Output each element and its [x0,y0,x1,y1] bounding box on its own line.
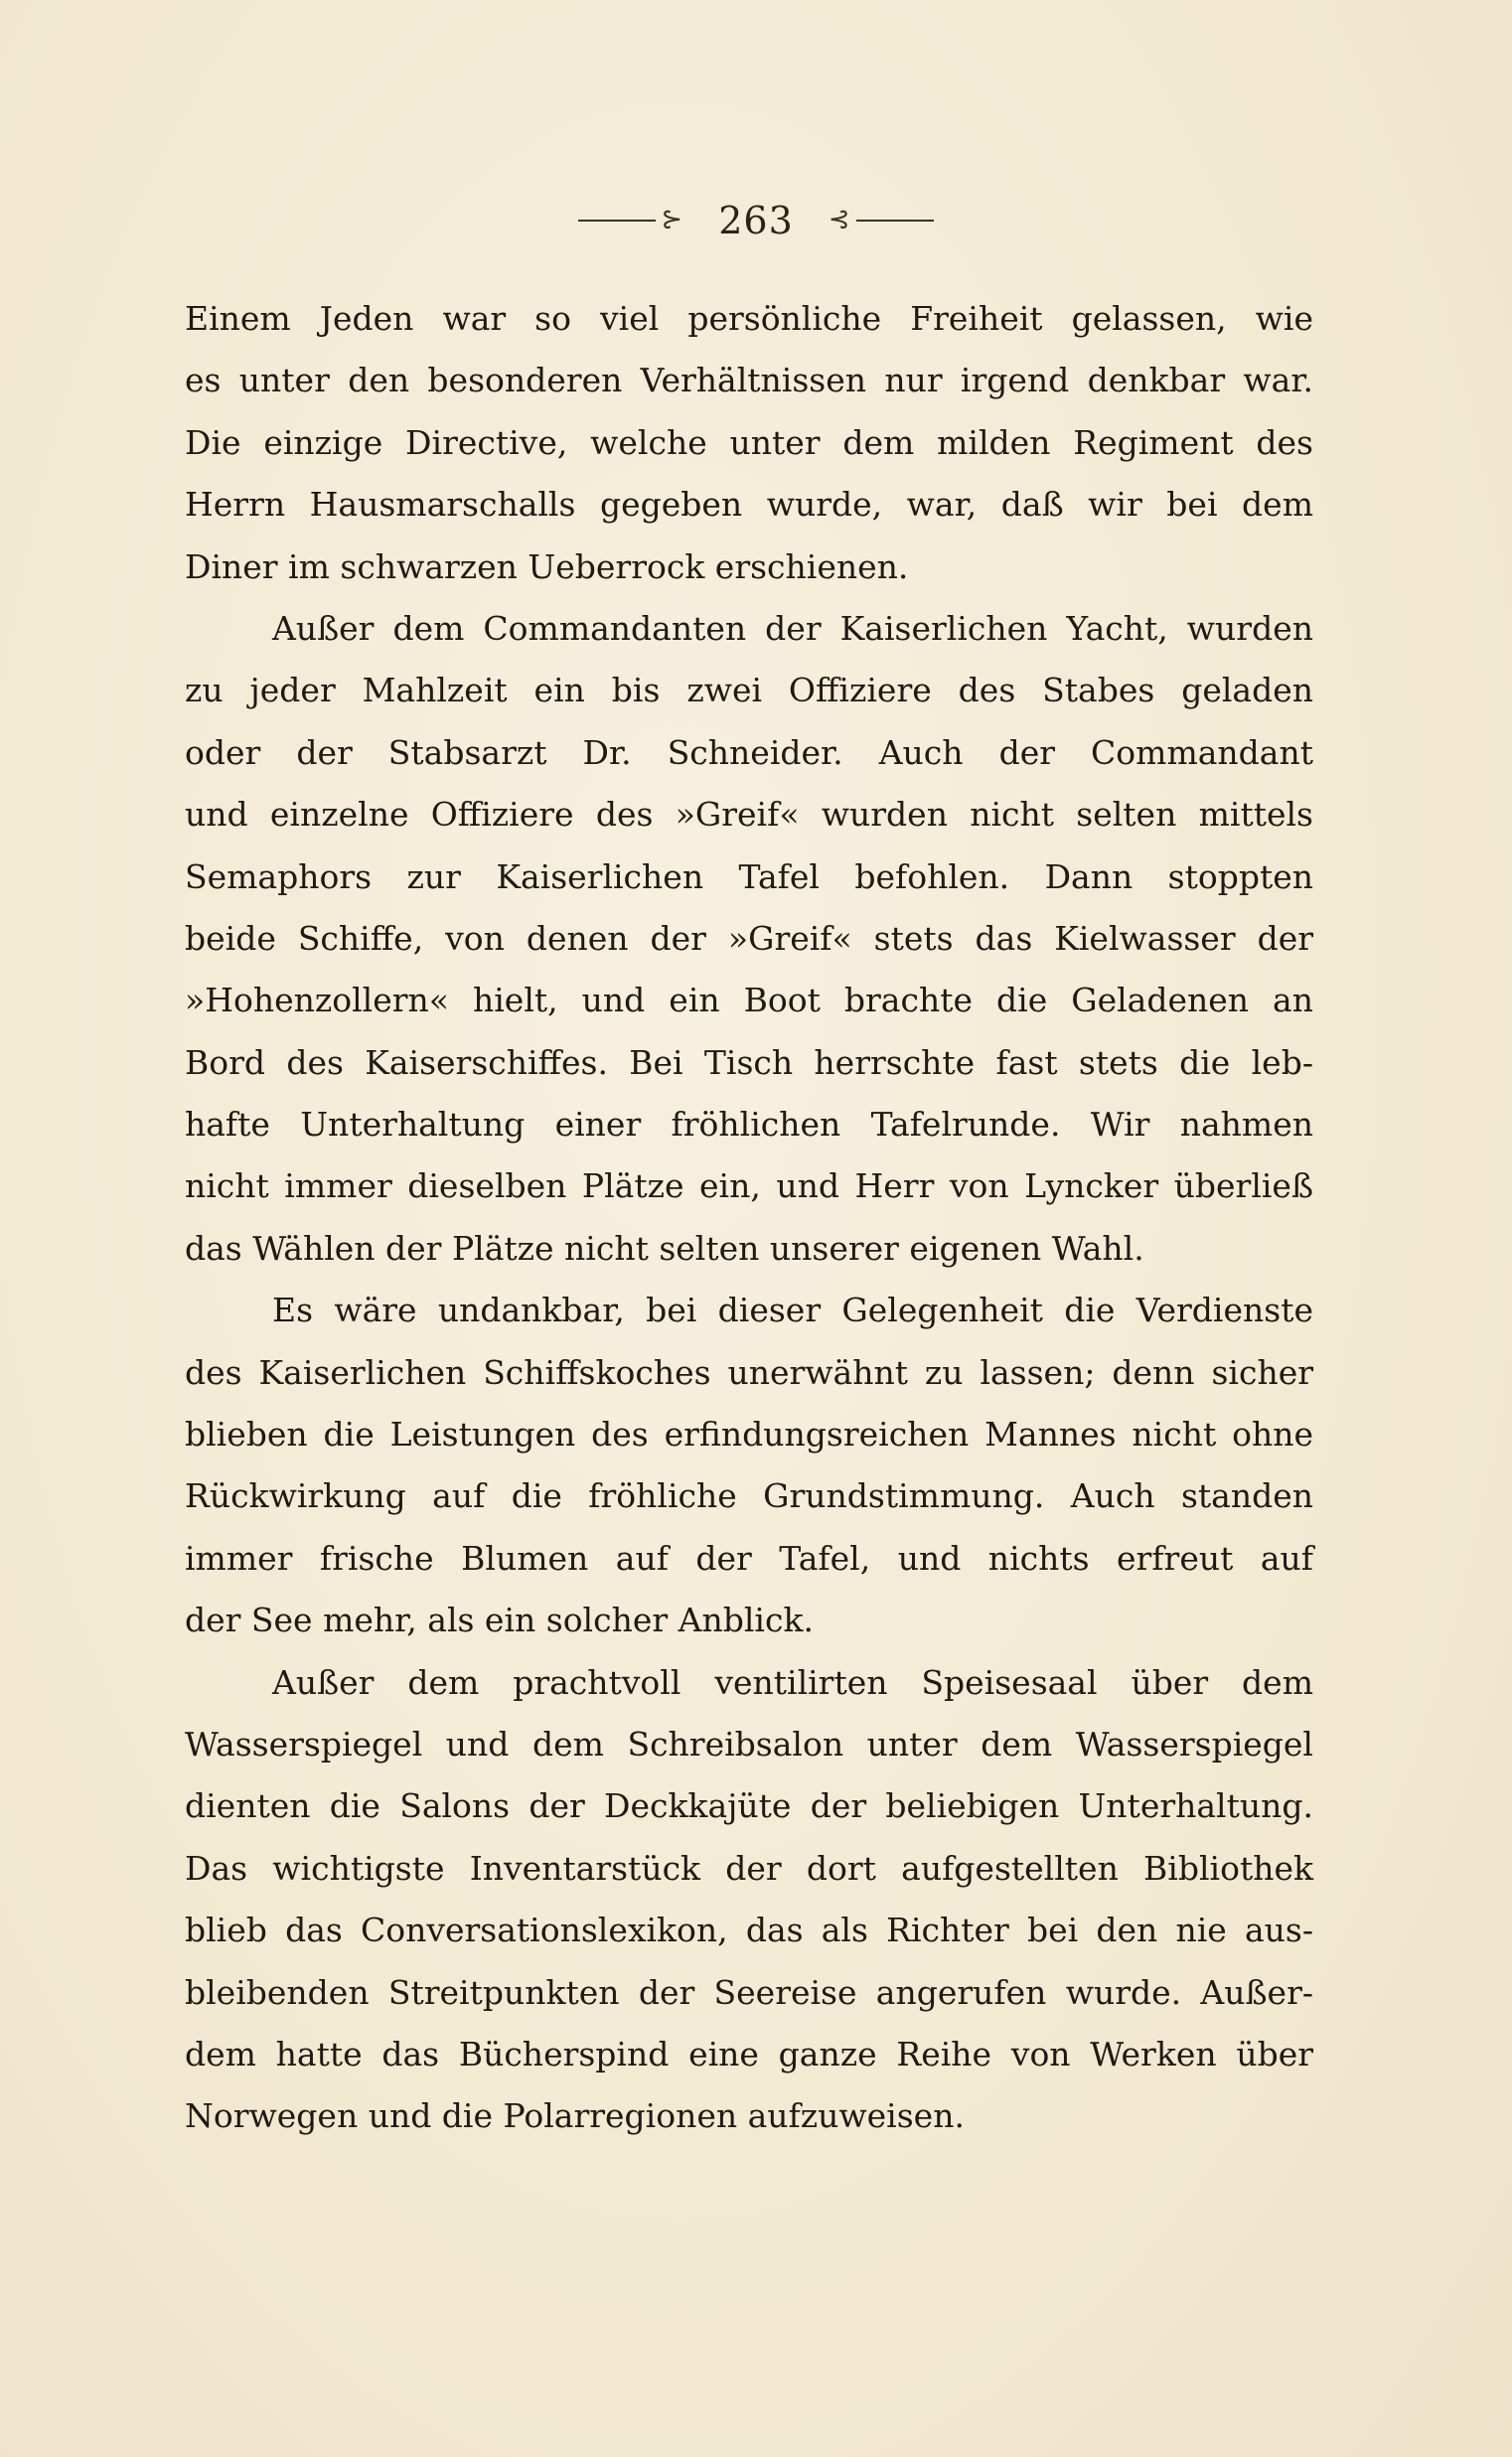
text-line: Einem Jeden war so viel persönliche Freiheit gelassen, wie [185,299,1313,338]
text-line: dem hatte das Bücherspind eine ganze Reihe von Werken über [185,2034,1313,2073]
text-line: blieben die Leistungen des erfindungsreichen Mannes nicht ohne [185,1415,1313,1455]
text-line: »Hohenzollern« hielt, und ein Boot brachte die Geladenen an [185,981,1313,1020]
text-line: Herrn Hausmarschalls gegeben wurde, war, daß wir bei dem [185,485,1313,525]
right-ornament-icon: ⊰ [825,211,934,230]
text-line: Außer dem prachtvoll ventilirten Speisesaal über dem [272,1662,1313,1702]
body-text [185,288,1313,2148]
text-line: Es wäre undankbar, bei dieser Gelegenheit die Verdienste [272,1291,1313,1330]
text-line: beide Schiffe, von denen der »Greif« stets das Kielwasser der [185,918,1313,958]
text-line: und einzelne Offiziere des »Greif« wurden nicht selten mittels [185,795,1313,835]
page-header [0,195,1512,242]
text-line: blieb das Conversationslexikon, das als Richter bei den nie aus- [185,1911,1313,1950]
text-line: dienten die Salons der Deckkajüte der beliebigen Unterhaltung. [185,1786,1313,1826]
text-line: Rückwirkung auf die fröhliche Grundstimmung. Auch standen [185,1476,1313,1516]
text-line: Norwegen und die Polarregionen aufzuweisen. [185,2096,965,2136]
page-number: 263 [718,198,794,242]
text-line: hafte Unterhaltung einer fröhlichen Tafelrunde. Wir nahmen [185,1105,1313,1145]
text-line: oder der Stabsarzt Dr. Schneider. Auch der Commandant [185,732,1313,772]
text-line: Außer dem Commandanten der Kaiserlichen Yacht, wurden [272,608,1313,648]
text-line: Diner im schwarzen Ueberrock erschienen. [185,546,909,586]
text-line: zu jeder Mahlzeit ein bis zwei Offiziere des Stabes geladen [185,671,1313,710]
text-line: das Wählen der Plätze nicht selten unserer eigenen Wahl. [185,1228,1144,1268]
text-line: immer frische Blumen auf der Tafel, und nichts erfreut auf [185,1538,1313,1578]
text-line: des Kaiserlichen Schiffskoches unerwähnt zu lassen; denn sicher [185,1352,1313,1392]
text-line: Bord des Kaiserschiffes. Bei Tisch herrschte fast stets die leb- [185,1042,1313,1082]
text-line: Das wichtigste Inventarstück der dort aufgestellten Bibliothek [185,1848,1313,1888]
text-line: Wasserspiegel und dem Schreibsalon unter dem Wasserspiegel [185,1724,1313,1764]
text-line: Semaphors zur Kaiserlichen Tafel befohlen. Dann stoppten [185,856,1313,896]
text-line: nicht immer dieselben Plätze ein, und Herr von Lyncker überließ [185,1166,1313,1206]
left-ornament-icon: ⊱ [578,211,687,230]
text-line: der See mehr, als ein solcher Anblick. [185,1601,814,1640]
text-line: bleibenden Streitpunkten der Seereise angerufen wurde. Außer- [185,1972,1313,2012]
text-line: es unter den besonderen Verhältnissen nur irgend denkbar war. [185,361,1313,400]
text-line: Die einzige Directive, welche unter dem milden Regiment des [185,422,1313,462]
